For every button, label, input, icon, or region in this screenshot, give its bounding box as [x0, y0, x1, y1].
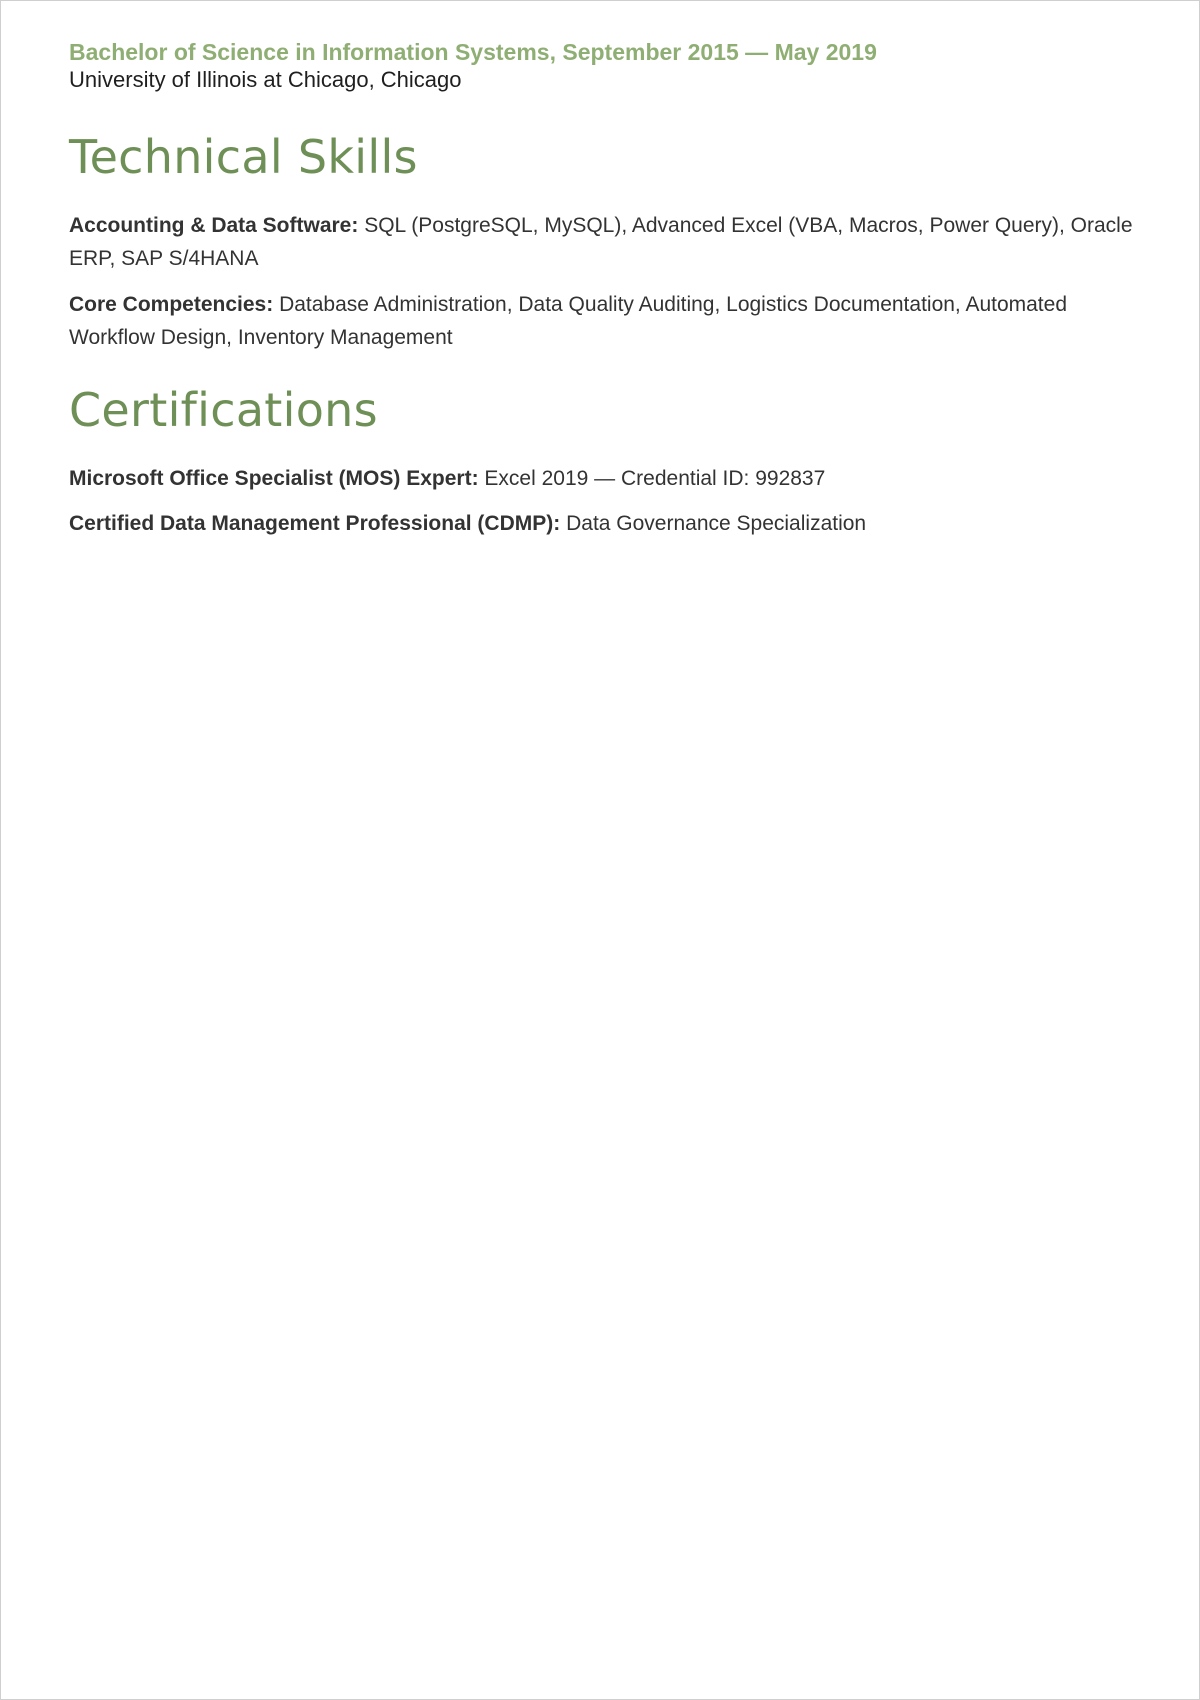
skills-list	[69, 209, 1133, 354]
skill-item	[69, 288, 1133, 354]
certification-item	[69, 462, 1133, 495]
skill-item-text: Database Administration, Data Quality Auditing, Logistics Documentation, Automated Workflow Design, Inventory Management	[69, 293, 1068, 349]
certification-item	[69, 507, 1133, 540]
resume-content	[69, 37, 1133, 540]
technical-skills-section	[69, 129, 1133, 354]
skill-item-label: Core Competencies:	[69, 293, 274, 316]
section-heading-technical-skills: Technical Skills	[69, 130, 418, 184]
education-degree: Bachelor of Science in Information Systems, September 2015 — May 2019	[69, 39, 877, 65]
section-heading-certifications: Certifications	[69, 383, 378, 437]
certification-item-label: Certified Data Management Professional (CDMP):	[69, 512, 561, 535]
education-entry	[69, 37, 1133, 93]
skill-item-label: Accounting & Data Software:	[69, 214, 359, 237]
skill-item-text: SQL (PostgreSQL, MySQL), Advanced Excel (VBA, Macros, Power Query), Oracle ERP, SAP S/4HANA	[69, 214, 1133, 270]
education-school: University of Illinois at Chicago, Chicago	[69, 67, 462, 92]
certifications-section	[69, 382, 1133, 540]
certification-item-label: Microsoft Office Specialist (MOS) Expert:	[69, 467, 479, 490]
certification-item-text: Excel 2019 — Credential ID: 992837	[484, 467, 826, 490]
skill-item	[69, 209, 1133, 275]
certifications-list	[69, 462, 1133, 540]
certification-item-text: Data Governance Specialization	[566, 512, 867, 535]
